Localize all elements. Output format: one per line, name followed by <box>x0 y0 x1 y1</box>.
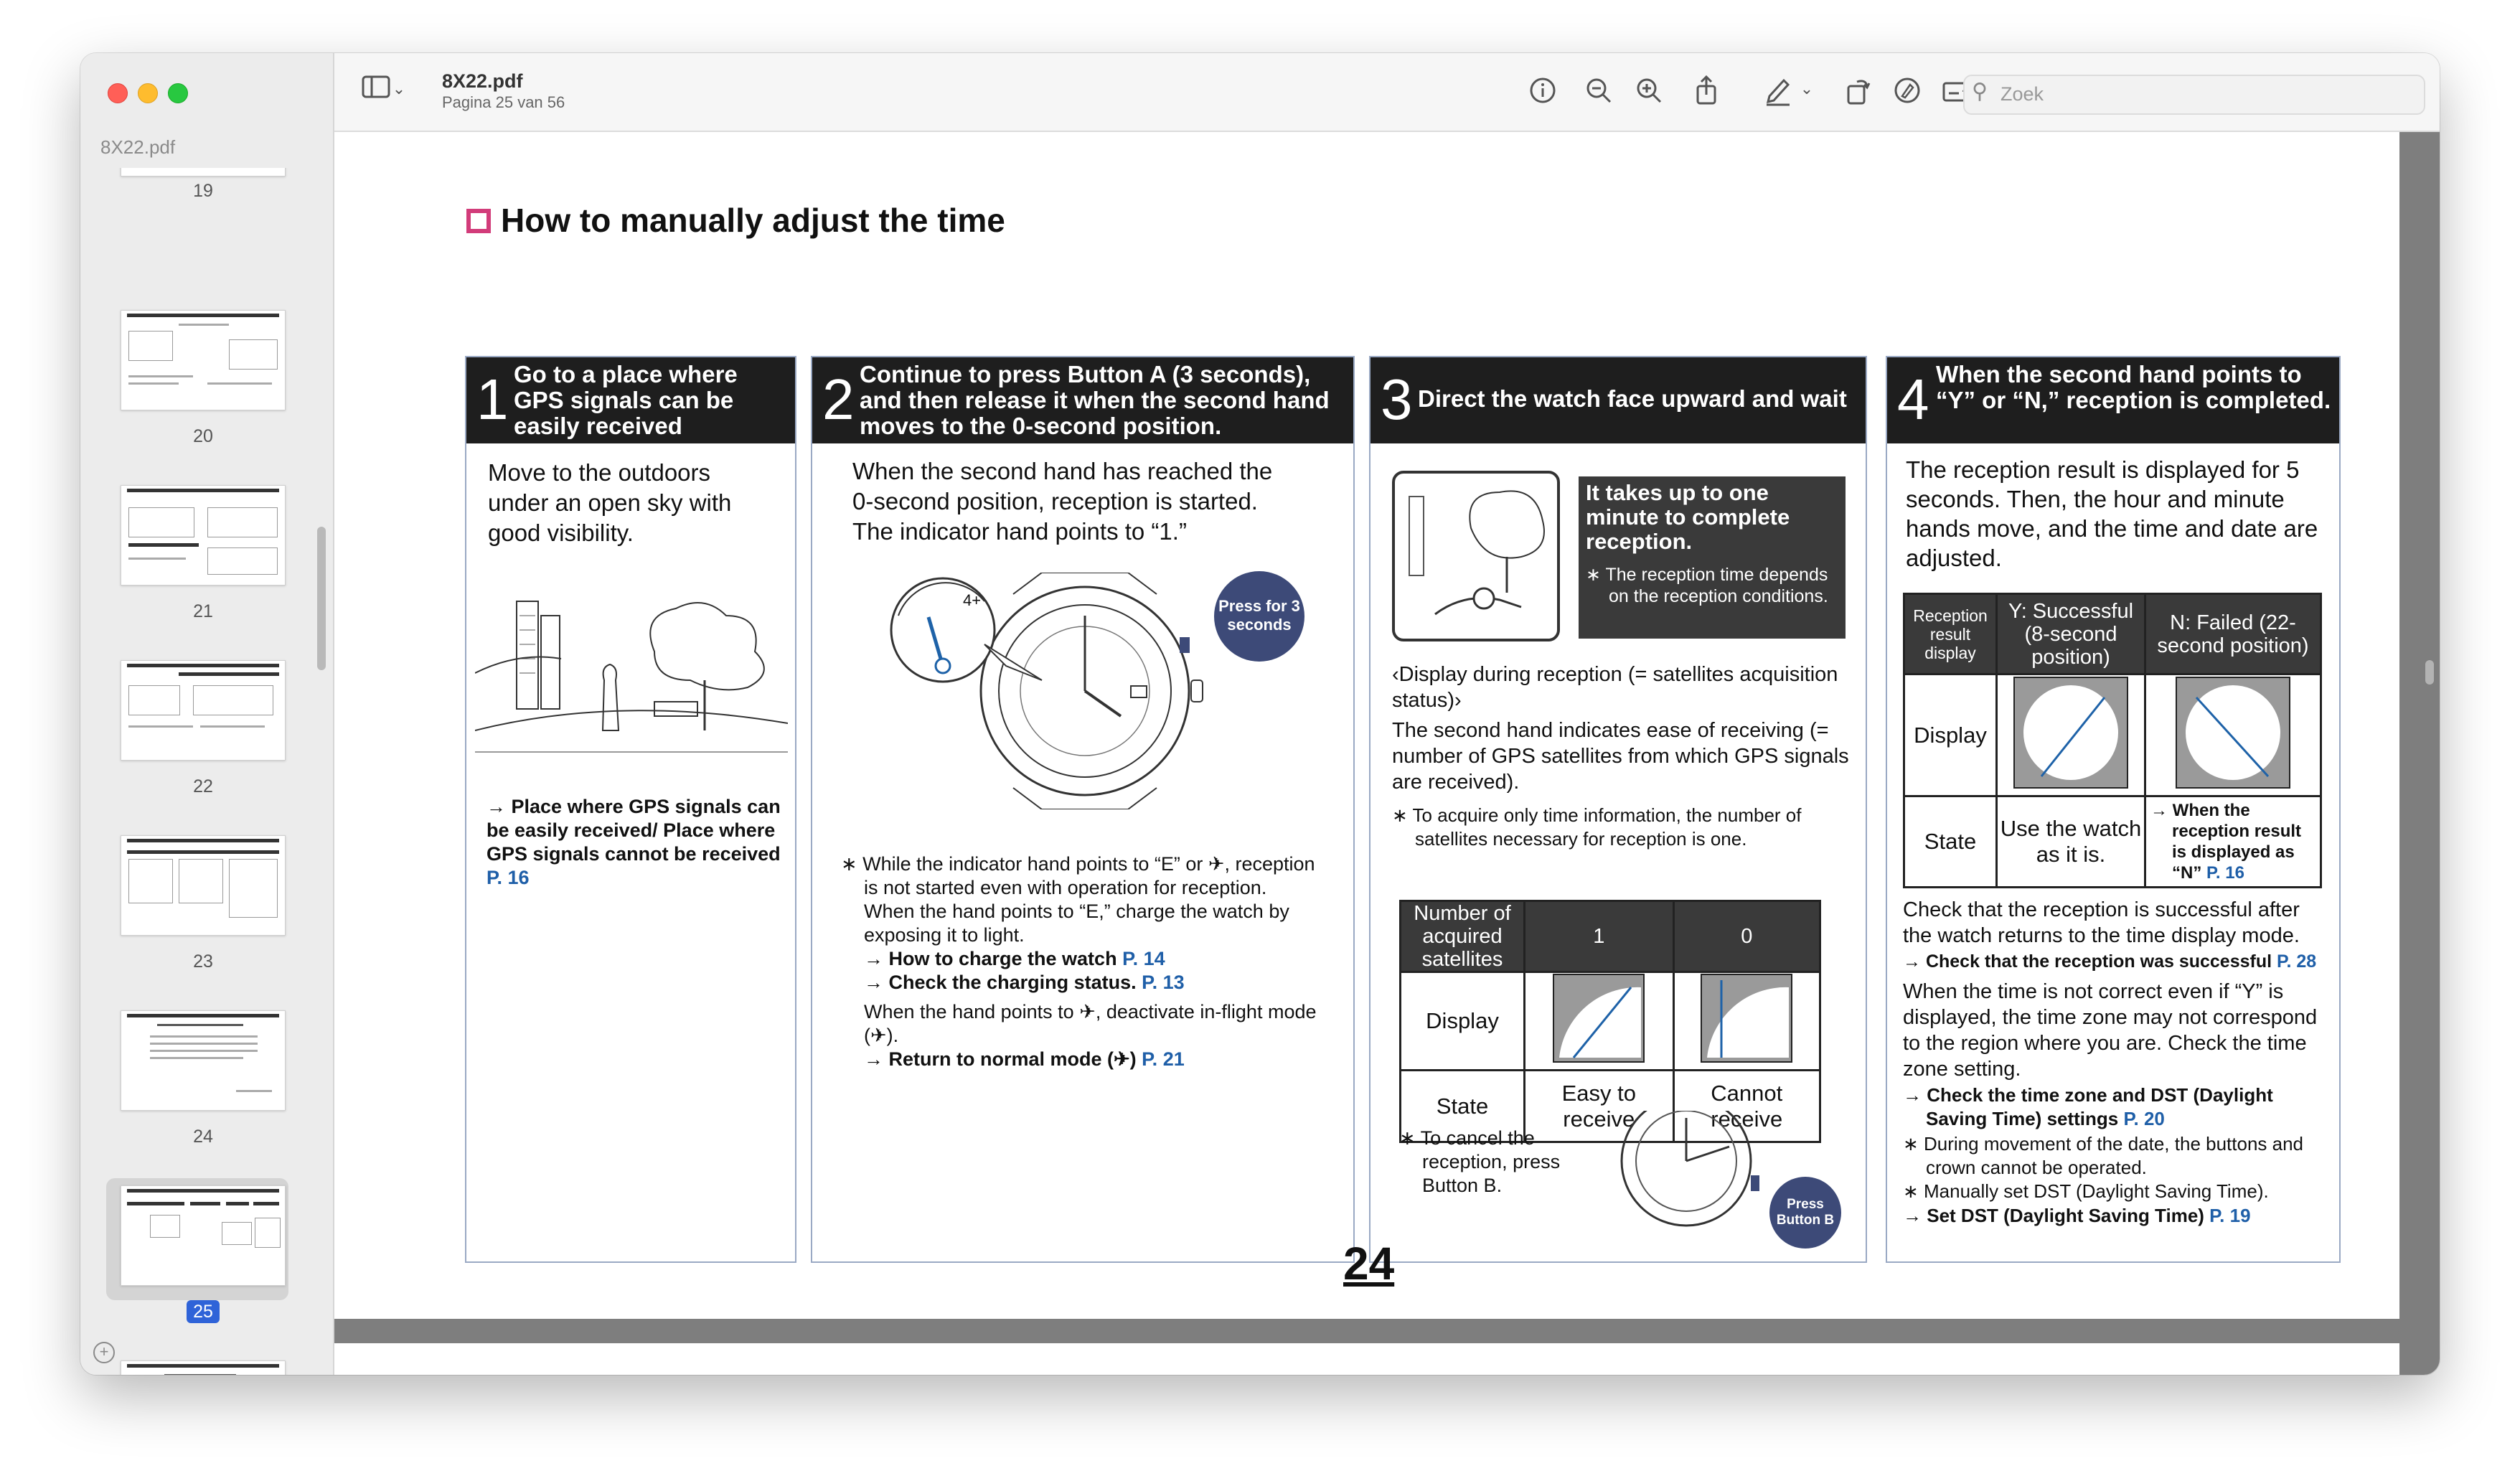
dial-failed-icon <box>2175 676 2291 789</box>
chevron-down-icon[interactable]: ⌄ <box>1800 80 1814 98</box>
search-field[interactable] <box>1963 75 2425 115</box>
link-charge-watch[interactable]: → How to charge the watch P. 14 <box>864 948 1165 969</box>
pdf-page <box>334 132 2399 1319</box>
outdoor-scene-illustration <box>475 587 788 759</box>
next-pdf-page <box>334 1343 2399 1375</box>
step-1-column <box>465 356 796 1263</box>
step-title: Continue to press Button A (3 seconds), and then release it when the second hand moves to the 0-second position. <box>860 361 1330 439</box>
satellites-table: Number of acquired satellites 1 0 Display State Easy to receive Cannot receive <box>1399 900 1821 1143</box>
link-failed-result[interactable]: → When the reception result is displayed as “N” P. 16 <box>2145 796 2321 888</box>
printed-page-number: 24 <box>1343 1238 1395 1289</box>
reception-illustration <box>1392 471 1560 641</box>
minimize-window-button[interactable] <box>138 83 158 103</box>
sidebar-scrollbar[interactable] <box>317 527 326 670</box>
dial-cannot-icon <box>1700 973 1793 1063</box>
thumbnail-label: 20 <box>193 426 213 446</box>
sidebar-title: 8X22.pdf <box>100 136 176 158</box>
toolbar <box>334 53 2440 132</box>
step-number: 2 <box>822 367 855 431</box>
step-1-body: Move to the outdoors under an open sky with good visibility. <box>488 459 732 546</box>
step-number: 3 <box>1381 367 1413 431</box>
dial-label: 4+ <box>963 591 982 609</box>
press-3-seconds-badge: Press for 3 seconds <box>1214 571 1304 662</box>
step-1-link[interactable]: → Place where GPS signals can be easily received/ Place where GPS signals cannot be received P. 16 <box>486 796 781 888</box>
chevron-down-icon[interactable]: ⌄ <box>392 80 406 98</box>
thumbnail-label: 23 <box>193 951 213 972</box>
step-2-notes: ∗ While the indicator hand points to “E” or ✈, reception is not started even with operation for reception. When the hand points to “E,” charge the watch by exposing it to light. → How to charge the watch P. 14 → Check the charging status. P. 13 When the hand points to ✈, deactivate in-flight mode (✈). → Return to normal mode (✈) P. 21 <box>841 852 1329 1071</box>
heading-marker-icon <box>466 209 491 233</box>
step-2-column <box>811 356 1355 1263</box>
reception-callout: It takes up to one minute to complete reception. ∗ The reception time depends on the reception conditions. <box>1579 476 1846 639</box>
share-icon[interactable] <box>1691 75 1722 106</box>
link-normal-mode[interactable]: → Return to normal mode (✈) P. 21 <box>864 1048 1185 1070</box>
press-button-b-badge: Press Button B <box>1769 1177 1841 1249</box>
close-window-button[interactable] <box>108 83 128 103</box>
rotate-icon[interactable] <box>1841 75 1873 106</box>
preview-window <box>80 53 2440 1375</box>
page-heading: How to manually adjust the time <box>466 201 1005 240</box>
search-icon: ⚲ <box>1972 80 1988 103</box>
page-status: Pagina 25 van 56 <box>442 93 565 111</box>
step-3-note: ∗ To acquire only time information, the number of satellites necessary for reception is one. <box>1392 804 1802 850</box>
watch-button-b-illustration <box>1607 1111 1772 1240</box>
link-reception-successful[interactable]: → Check that the reception was successful P. 28 <box>1903 951 2317 972</box>
step-4-body-2: When the time is not correct even if “Y” is displayed, the time zone may not correspond to the region where you are. Check the time zone setting. <box>1903 980 2318 1081</box>
thumbnail-label: 22 <box>193 776 213 796</box>
info-icon[interactable] <box>1527 76 1558 108</box>
cancel-note: ∗ To cancel the reception, press Button B. <box>1399 1127 1561 1196</box>
markup-icon[interactable] <box>1891 76 1923 108</box>
step-4-check: Check that the reception is successful after the watch returns to the time display mode. <box>1903 898 2300 947</box>
zoom-in-icon[interactable] <box>1633 76 1665 108</box>
step-number: 4 <box>1897 367 1929 431</box>
thumbnail-list[interactable] <box>80 168 324 1375</box>
step-4-note-2: ∗ Manually set DST (Daylight Saving Time). <box>1903 1180 2269 1202</box>
display-heading: ‹Display during reception (= satellites acquisition status)› <box>1392 663 1838 712</box>
dial-easy-icon <box>1552 973 1645 1063</box>
highlight-pen-icon[interactable] <box>1762 75 1794 106</box>
search-input[interactable] <box>1999 80 2404 108</box>
thumbnail-sidebar <box>80 53 334 1375</box>
step-4-note-1: ∗ During movement of the date, the buttons and crown cannot be operated. <box>1903 1133 2304 1178</box>
sidebar-toggle-icon[interactable] <box>360 75 392 106</box>
zoom-out-icon[interactable] <box>1583 76 1614 108</box>
step-title: Direct the watch face upward and wait <box>1418 385 1847 412</box>
step-4-body: The reception result is displayed for 5 seconds. Then, the hour and minute hands move, and the time and date are adjusted. <box>1906 456 2318 571</box>
reception-result-table: Reception result display Y: Successful (8-second position) N: Failed (22-second position) Display State Use the watch as it is. → When the reception result is displayed as “N” P. 16 <box>1903 593 2322 888</box>
zoom-window-button[interactable] <box>168 83 188 103</box>
document-view[interactable] <box>334 132 2440 1375</box>
add-page-icon[interactable]: + <box>93 1342 115 1363</box>
thumbnail-label-selected: 25 <box>187 1300 220 1323</box>
link-time-zone-settings[interactable]: → Check the time zone and DST (Daylight Saving Time) settings P. 20 <box>1903 1084 2273 1129</box>
step-3-column <box>1369 356 1867 1263</box>
step-2-body: When the second hand has reached the 0-second position, reception is started. The indicator hand points to “1.” <box>852 458 1273 545</box>
document-title: 8X22.pdf <box>442 70 523 92</box>
thumbnail-label: 24 <box>193 1127 213 1147</box>
document-scrollbar[interactable] <box>2425 660 2434 685</box>
link-charging-status[interactable]: → Check the charging status. P. 13 <box>864 972 1185 993</box>
thumbnail-label: 21 <box>193 601 213 621</box>
step-3-body: The second hand indicates ease of receiving (= number of GPS satellites from which GPS signals are received). <box>1392 719 1849 794</box>
link-set-dst[interactable]: → Set DST (Daylight Saving Time) P. 19 <box>1903 1205 2251 1226</box>
step-4-column <box>1886 356 2341 1263</box>
thumbnail-label: 19 <box>193 181 213 201</box>
step-title: When the second hand points to “Y” or “N,” reception is completed. <box>1936 361 2331 413</box>
dial-success-icon <box>2013 676 2129 789</box>
step-number: 1 <box>476 367 509 431</box>
step-title: Go to a place where GPS signals can be easily received <box>514 361 738 439</box>
